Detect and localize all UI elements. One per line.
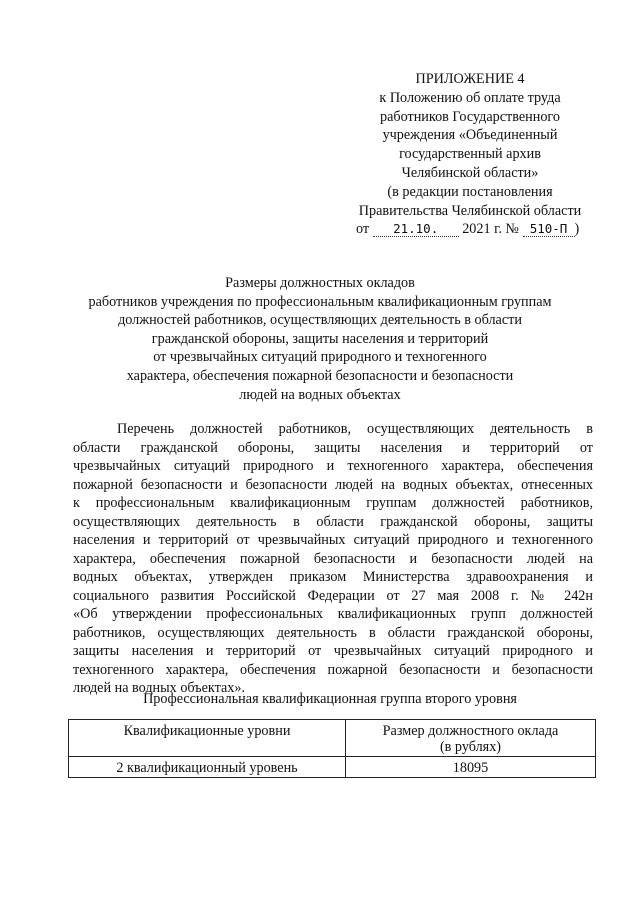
ref-prefix: от: [356, 221, 370, 238]
body-line: характера, обеспечения пожарной безопасности и безопасности людей на: [73, 550, 593, 567]
table-header-row: [69, 720, 596, 757]
ref-suffix: ): [574, 221, 580, 238]
appendix-line: Челябинской области»: [401, 164, 539, 181]
body-line: защиты населения и территорий от чрезвычайных ситуаций природного и: [73, 643, 593, 659]
table-row: [69, 757, 596, 778]
cell-salary-amount: 18095: [346, 757, 596, 778]
resolution-number: 510-П: [523, 222, 575, 237]
body-line: чрезвычайных ситуаций природного и техногенного характера, обеспечения: [73, 458, 593, 474]
appendix-line: Правительства Челябинской области: [358, 202, 582, 219]
document-title: [40, 274, 600, 404]
appendix-line: к Положению об оплате труда: [379, 89, 561, 106]
appendix-header: [336, 70, 604, 239]
appendix-line: (в редакции постановления: [387, 183, 553, 200]
title-line: людей на водных объектах: [239, 386, 401, 403]
header-salary-label: Размер должностного оклада: [382, 723, 559, 739]
title-line: Размеры должностных окладов: [225, 275, 415, 291]
body-line: социального развития Российской Федерации от 27 мая 2008 г. № 242н: [73, 587, 593, 604]
body-line: области гражданской обороны, защиты населения и территорий от: [73, 439, 593, 456]
body-line: техногенного характера, обеспечения пожарной безопасности и безопасности: [73, 661, 593, 678]
appendix-line: государственный архив: [399, 146, 541, 163]
title-line: характера, обеспечения пожарной безопасности и безопасности: [126, 367, 514, 384]
appendix-line: учреждения «Объединенный: [382, 127, 558, 144]
salary-table: [68, 719, 596, 778]
body-paragraph: [73, 420, 593, 698]
title-line: работников учреждения по профессиональным квалификационным группам: [88, 293, 552, 310]
header-qualification-levels: Квалификационные уровни: [69, 720, 346, 757]
header-salary: [346, 720, 596, 757]
body-line: пожарной безопасности и безопасности людей на водных объектах, отнесенных: [73, 476, 593, 493]
cell-qualification-level: 2 квалификационный уровень: [69, 757, 346, 778]
resolution-reference: [336, 220, 604, 239]
ref-year-text: 2021 г. №: [462, 221, 519, 238]
group-heading: Профессиональная квалификационная группа второго уровня: [143, 691, 517, 707]
appendix-title: ПРИЛОЖЕНИЕ 4: [415, 71, 525, 87]
title-line: от чрезвычайных ситуаций природного и техногенного: [153, 349, 487, 366]
header-salary-unit: (в рублях): [439, 739, 502, 755]
body-line: «Об утверждении профессиональных квалификационных групп должностей: [73, 606, 593, 622]
title-line: гражданской обороны, защиты населения и территорий: [151, 330, 489, 347]
appendix-line: работников Государственного: [380, 108, 560, 125]
body-line: населения и территорий от чрезвычайных ситуаций природного и техногенного: [73, 532, 593, 548]
resolution-date: 21.10.: [373, 222, 459, 237]
body-line: Перечень должностей работников, осуществляющих деятельность в: [117, 421, 593, 437]
body-line: осуществляющих деятельность в области гражданской обороны, защиты: [73, 513, 593, 530]
body-line: людей на водных объектах».: [73, 680, 246, 696]
body-line: к профессиональным квалификационным группам должностей работников,: [73, 495, 593, 511]
body-line: работников, осуществляющих деятельность в области гражданской обороны,: [73, 624, 593, 641]
body-line: водных объектах, утвержден приказом Министерства здравоохранения и: [73, 569, 593, 585]
title-line: должностей работников, осуществляющих деятельность в области: [118, 312, 522, 329]
